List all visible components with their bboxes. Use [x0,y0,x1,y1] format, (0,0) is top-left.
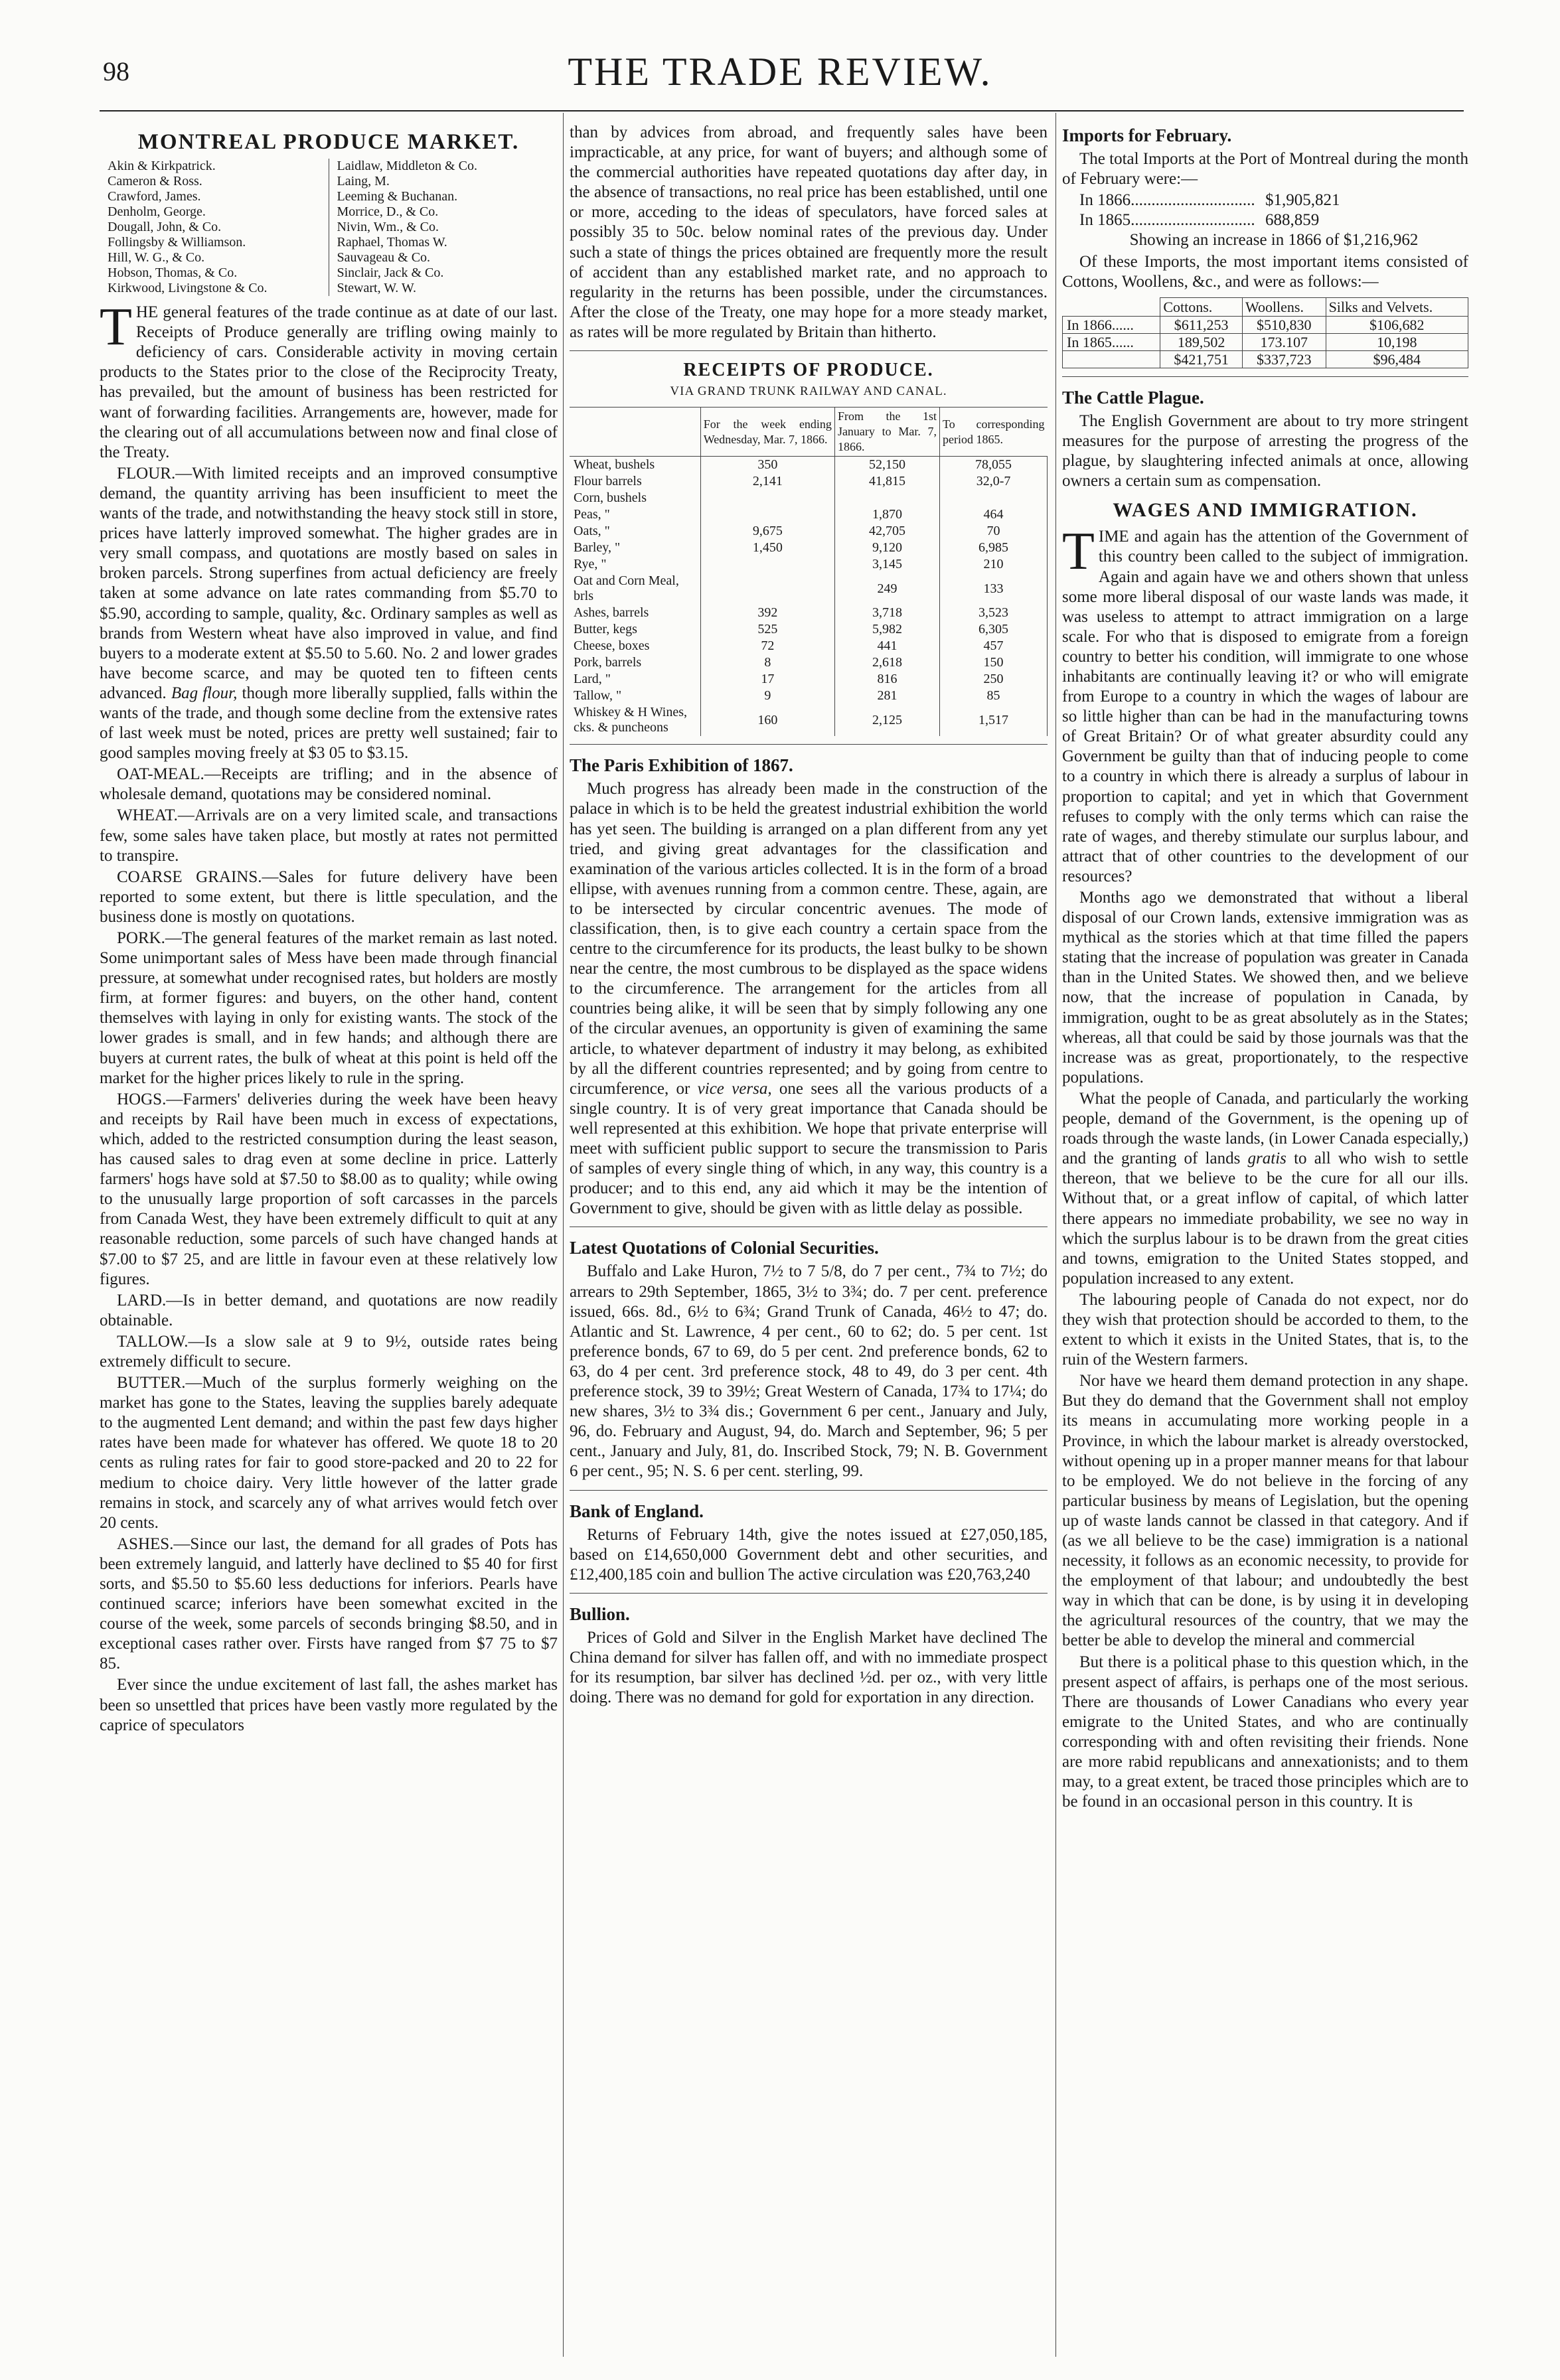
table-cell: 9 [700,688,834,704]
paragraph: Buffalo and Lake Huron, 7½ to 7 5/8, do 7 per cent., 7¾ to 7½; do arrears to 29th September, 1865, 3½ to 3¾; do. 7 per cent. preference issued, 66s. 8d., 6½ to 6¾; Grand Trunk of Canada, 46½ to 47; do. Atlantic and St. Lawrence, 4 per cent., 60 to 62; do. 5 per cent. 1st preference bonds, 67 to 69, do 5 per cent. 2nd preference bonds, 62 to 63, do 4 per cent. 3rd preference stock, 48 to 49, do 3 per cent. 4th preference stock, 39 to 39½; Great Western of Canada, 17¾ to 17¼; do new shares, 3½ to 3¾ dis.; Government 6 per cent., January and July, 96, do. February and August, 94, do. March and September, 96; 5 per cent., January and July, 81, do. Inscribed Stock, 79; N. B. Government 6 per cent., 95; N. S. 6 per cent. sterling, 99. [570,1262,1048,1481]
table-cell: 3,523 [940,605,1048,621]
paragraph: Much progress has already been made in the construction of the palace in which is to be held the greatest industrial exhibition the world has yet seen. The building is arranged on a plan different from any yet tried, and giving great advantages for the classification and examination of the various articles collected. It is in the form of a broad ellipse, with avenues running from a common centre. These, again, are to be intersected by circular concentric avenues. The mode of classification, then, is to give each country a certain space from the centre to the circumference for its products, the least bulky to be shown near the centre, the most cumbrous to be displayed as the space widens to the circumference. The arrangement for the articles from all countries being alike, it will be seen that by simply following any one of the circular avenues, an opportunity is given of examining the same article, to whatever department of industry it may belong, as exhibited by all the different countries represented; and by going from centre to circumference, or vice versa, one sees all the various products of a single country. It is of very great importance that Canada should be well represented at this exhibition. We hope that private enterprise will meet with sufficient public support to secure the transmission to Paris of samples of every single thing of which, in any way, this country is a producer; and to this end, any aid which it may be the intention of Government to give, should be given with as little delay as possible. [570,780,1048,1218]
divider [570,1490,1048,1491]
imports-table [1062,297,1468,368]
firm-name: Kirkwood, Livingstone & Co. [108,281,268,296]
table-cell: 189,502 [1160,333,1243,350]
section-heading: Imports for February. [1062,125,1232,145]
table-cell: 6,305 [940,621,1048,638]
table-cell: Peas, " [570,506,700,523]
firm-name: Follingsby & Williamson. [108,235,246,250]
table-cell: Flour barrels [570,473,700,490]
table-header: Silks and Velvets. [1326,297,1468,316]
table-row [1063,333,1468,350]
section-heading: The Cattle Plague. [1062,387,1204,408]
table-cell: 133 [940,573,1048,605]
table-cell: 6,985 [940,540,1048,556]
paragraph: Showing an increase in 1866 of $1,216,962 [1129,231,1419,250]
firm-name: Sauvageau & Co. [337,250,431,265]
firm-name: Hill, W. G., & Co. [108,250,205,265]
table-cell [700,490,834,506]
column-3 [1062,123,1468,1813]
table-cell [834,490,939,506]
table-cell: $611,253 [1160,316,1243,333]
table-cell: 1,870 [834,506,939,523]
table-row [570,671,1048,688]
table-cell: 392 [700,605,834,621]
paragraph-tallow: TALLOW.—Is a slow sale at 9 to 9½, outside rates being extremely difficult to secure. [100,1332,558,1371]
table-cell: 72 [700,638,834,654]
table-cell: 85 [940,688,1048,704]
table-cell: 249 [834,573,939,605]
paragraph-pork: PORK.—The general features of the market remain as last noted. Some unimportant sales of Mess have been made through financial pressure, at somewhat under recognised rates, but holders are mostly firm, at former figures: and buyers, on the other hand, content themselves with laying in only for existing wants. The stock of the lower grades is small, and in few hands; and although there are buyers at current rates, the bulk of wheat at this point is held off the market for the higher prices likely to rule in the spring. [100,929,558,1087]
section-heading: The Paris Exhibition of 1867. [570,755,793,776]
divider [570,744,1048,745]
receipts-table [570,407,1048,736]
table-cell: $96,484 [1326,350,1468,368]
table-cell [700,573,834,605]
drop-cap: T [1062,522,1095,581]
firm-name: Laidlaw, Middleton & Co. [337,159,477,174]
table-cell: $337,723 [1242,350,1326,368]
paragraph: Nor have we heard them demand protection in any shape. But they do demand that the Government shall not employ its means in accumulating more working people in a Province, in which the labour market is already overstocked, without opening up in a proper manner means for that labour to be employed. We do not believe in the forcing of any particular business by means of Legislation, but the opening up of waste lands cannot be classed in that category. And if (as we all believe to be the case) immigration is a national necessity, it follows as an economic necessity, to provide for the employment of that labour; and undoubtedly the best way in which that can be done, is by using it in developing the agricultural resources of the country, that we may the better be able to develop the mineral and commercial [1062,1372,1468,1650]
table-row [570,556,1048,573]
table-row [570,704,1048,736]
table-cell: Tallow, " [570,688,700,704]
table-header: To corresponding period 1865. [940,408,1048,457]
table-cell: $106,682 [1326,316,1468,333]
column-divider [563,113,564,2357]
table-cell [940,490,1048,506]
table-cell: 10,198 [1326,333,1468,350]
table-cell: In 1865...... [1063,333,1160,350]
paragraph: TIME and again has the attention of the Government of this country been called to the subject of immigration. Again and again have we and others shown that unless some more liberal disposal of our waste lands was made, it was useless to attempt to attract immigration on a large scale. For who that is disposed to emigrate from a foreign country to better his condition, will immigrate to one whose inhabitants are continually leaving it? or who will emigrate from Europe to a country in which the wages of labour are so little higher than can be had in the manufacturing towns of Great Britain? Or of what greater absurdity could any Government be guilty than that of inducing people to come to a country in which there is already a surplus of labour in proportion to capital; and yet in which that Government refuses to comply with the only terms which can raise the rate of wages, and thereby stimulate our surplus labour, and attract that of other countries to the development of our resources? [1062,522,1468,885]
table-cell: Pork, barrels [570,654,700,671]
paragraph-oatmeal: OAT-MEAL.—Receipts are trifling; and in the absence of wholesale demand, quotations may be considered nominal. [100,765,558,804]
paragraph-butter: BUTTER.—Much of the surplus formerly weighing on the market has gone to the States, leaving the supplies barely adequate to the augmented Lent demand; and within the past few days higher rates have been made for whatever has offered. We quote 18 to 20 cents as ruling rates for fair to good store-packed and 20 to 22 for medium to choice dairy. Very little however of the latter grade remains in stock, and scarcely any of what arrives would fetch over 20 cents. [100,1374,558,1532]
table-cell: 281 [834,688,939,704]
table-row [570,490,1048,506]
column-1 [100,123,558,1737]
divider [570,350,1048,351]
table-cell: 52,150 [834,457,939,474]
table-cell: Lard, " [570,671,700,688]
table-row [1063,350,1468,368]
table-cell: Corn, bushels [570,490,700,506]
section-heading: WAGES AND IMMIGRATION. [1113,499,1418,522]
section-heading: Bullion. [570,1603,630,1624]
table-cell: 150 [940,654,1048,671]
imports-list: In 1866.............................. $1,905,821 In 1865.............................. 688,859 [1079,191,1340,230]
section-heading: RECEIPTS OF PRODUCE. [683,360,934,381]
firm-name: Stewart, W. W. [337,281,416,296]
table-cell: Ashes, barrels [570,605,700,621]
table-cell: 3,718 [834,605,939,621]
table-header: Cottons. [1160,297,1243,316]
firm-name: Morrice, D., & Co. [337,204,439,220]
table-cell: $421,751 [1160,350,1243,368]
table-row [570,457,1048,474]
firm-name: Raphael, Thomas W. [337,235,447,250]
table-row [570,621,1048,638]
table-cell: 9,120 [834,540,939,556]
table-cell: 2,141 [700,473,834,490]
firm-name: Nivin, Wm., & Co. [337,220,439,235]
table-cell: 78,055 [940,457,1048,474]
paragraph: Prices of Gold and Silver in the English Market have declined The China demand for silver has fallen off, and with no immediate prospect for its resumption, bar silver has declined ½d. per oz., with very little doing. There was no demand for gold for exportation in any direction. [570,1628,1048,1707]
table-cell: 2,125 [834,704,939,736]
table-cell: 210 [940,556,1048,573]
table-cell: 17 [700,671,834,688]
table-cell: 173.107 [1242,333,1326,350]
table-cell: 41,815 [834,473,939,490]
paragraph: Ever since the undue excitement of last fall, the ashes market has been so unsettled that prices have been vastly more regulated by the caprice of speculators [100,1676,558,1734]
drop-cap: T [100,298,132,357]
paragraph: Returns of February 14th, give the notes issued at £27,050,185, based on £14,650,000 Government debt and other securities, and £12,400,185 coin and bullion The active circulation was £20,763,240 [570,1525,1048,1584]
paragraph-flour: FLOUR.—With limited receipts and an improved consumptive demand, the quantity arriving has been insufficient to meet the wants of the trade, and notwithstanding the heavy stock still in store, prices have latterly improved somewhat. The higher grades are in very small compass, and quotations are mostly based on sales in broken parcels. Strong superfines from actual deficiency are freely taken at some advance on late rates commanding from $5.70 to $5.90, according to sample, quality, &c. Ordinary samples as well as brands from Western wheat have also improved in value, and find buyers to a moderate extent at $5.50 to 5.60. No. 2 and lower grades have become scarce, and may be quoted ten to fifteen cents advanced. Bag flour, though more liberally supplied, falls within the wants of the trade, and though some decline from the extensive rates of last week must be noted, prices are pretty well sustained; fair to good samples moving freely at $3 05 to $3.15. [100,464,558,763]
table-row [570,506,1048,523]
paragraph: The labouring people of Canada do not expect, nor do they wish that protection should be accorded to them, to the extent to which it exists in the United States, that is, to the ruin of the Western farmers. [1062,1290,1468,1369]
table-cell [700,506,834,523]
table-cell: 32,0-7 [940,473,1048,490]
table-cell: 457 [940,638,1048,654]
firm-name: Denholm, George. [108,204,206,220]
top-rule [100,110,1464,112]
firm-name: Leeming & Buchanan. [337,189,458,204]
firm-list-right [329,159,558,296]
firm-name: Crawford, James. [108,189,201,204]
table-cell [1063,350,1160,368]
table-cell: 441 [834,638,939,654]
section-heading: Latest Quotations of Colonial Securities. [570,1238,879,1258]
table-cell: 160 [700,704,834,736]
table-header: From the 1st January to Mar. 7, 1866. [834,408,939,457]
table-cell: Barley, " [570,540,700,556]
firm-list [100,159,558,296]
column-divider [1055,113,1056,2357]
table-cell: 464 [940,506,1048,523]
table-cell: Butter, kegs [570,621,700,638]
paragraph-ashes: ASHES.—Since our last, the demand for all grades of Pots has been extremely languid, and latterly have declined to $5 40 for first sorts, and $5.50 to $5.60 less deductions for inferiors. Pearls have continued scarce; inferiors have been somewhat excited in the course of the week, some parcels of seconds bringing $8.50, and in exceptional cases rather over. Firsts have ranged from $7 75 to $7 85. [100,1534,558,1673]
table-cell: In 1866...... [1063,316,1160,333]
paragraph-hogs: HOGS.—Farmers' deliveries during the week have been heavy and receipts by Rail have been much in excess of expectations, which, added to the restricted consumption during the least season, has caused sales to drag even at some decline in price. Latterly farmers' hogs have sold at $7.50 to $8.00 as to quality; while owing to the unusually large proportion of soft carcasses in the parcels from Canada West, they have been extremely difficult to quit at any reasonable reduction, some parcels of such have changed hands at $7.00 to $7 25, and are little in favour even at these relatively low figures. [100,1090,558,1288]
firm-name: Hobson, Thomas, & Co. [108,265,238,281]
paragraph: THE general features of the trade continue as at date of our last. Receipts of Produce generally are trifling owing mainly to deficiency of cars. Considerable activity in moving certain products to the States prior to the close of the Reciprocity Treaty, has prevailed, but the amount of business has been restricted for want of forwarding facilities. Arrangements are, however, made for the clearing out of all accumulations between now and final close of the Treaty. [100,298,558,461]
table-header [570,408,700,457]
table-cell: 8 [700,654,834,671]
table-header: Woollens. [1242,297,1326,316]
table-cell: 9,675 [700,523,834,540]
table-cell: 2,618 [834,654,939,671]
table-row [570,523,1048,540]
table-cell: 816 [834,671,939,688]
table-cell: Rye, " [570,556,700,573]
column-2 [570,123,1048,1709]
firm-name: Cameron & Ross. [108,174,202,189]
paragraph: than by advices from abroad, and frequently sales have been impracticable, at any price, for want of buyers; and although some of the commercial authorities have repeated quotations day after day, in the absence of transactions, no real price has been established, until one or more, acceding to the ideas of speculators, have forced sales at possibly 35 to 50c. below nominal rates of the previous day. Under such a state of things the prices obtained are frequently more the result of accident than any established market rate, and no approach to regularity in the returns has been possible, under the circumstances. After the close of the Treaty, one may hope for a more steady market, as rates will be more regulated by Britain than hitherto. [570,123,1048,341]
firm-name: Dougall, John, & Co. [108,220,222,235]
table-cell: Oat and Corn Meal, brls [570,573,700,605]
table-header [1063,297,1160,316]
table-cell: 3,145 [834,556,939,573]
paragraph: Of these Imports, the most important items consisted of Cottons, Woollens, &c., and were as follows:— [1062,252,1468,291]
table-header: For the week ending Wednesday, Mar. 7, 1866. [700,408,834,457]
table-cell: 525 [700,621,834,638]
firm-name: Sinclair, Jack & Co. [337,265,444,281]
table-cell: 250 [940,671,1048,688]
divider [570,1593,1048,1594]
paragraph-coarse-grains: COARSE GRAINS.—Sales for future delivery have been reported to some extent, but there is little speculation, and the business done is mostly on quotations. [100,867,558,926]
section-heading: MONTREAL PRODUCE MARKET. [137,130,520,154]
table-cell: 350 [700,457,834,474]
table-cell: $510,830 [1242,316,1326,333]
table-cell: Wheat, bushels [570,457,700,474]
table-cell: 42,705 [834,523,939,540]
section-subheading: VIA GRAND TRUNK RAILWAY AND CANAL. [670,384,947,399]
table-cell: 1,517 [940,704,1048,736]
paragraph-lard: LARD.—Is in better demand, and quotations are now readily obtainable. [100,1291,558,1329]
table-row [570,688,1048,704]
table-row [570,605,1048,621]
section-heading: Bank of England. [570,1501,704,1521]
firm-list-left [100,159,329,296]
divider [1062,376,1468,377]
table-row [570,573,1048,605]
firm-name: Laing, M. [337,174,390,189]
paragraph: What the people of Canada, and particularly the working people, demand of the Government, is the opening up of roads through the waste lands, (in Lower Canada especially,) and the granting of lands gratis to all who wish to settle thereon, that we believe to be the cure for all our ills. Without that, or a great inflow of capital, of which latter there appears no immediate probability, we see no way in which the surplus labour is to be drawn from the great cities and towns, emigration to the United States stopped, and population increased to any extent. [1062,1089,1469,1288]
table-row [570,540,1048,556]
table-row [570,638,1048,654]
table-cell: Cheese, boxes [570,638,700,654]
table-cell: Oats, " [570,523,700,540]
paragraph: Months ago we demonstrated that without a liberal disposal of our Crown lands, extensive immigration was as mythical as the stories which at that time filled the papers stating that the increase of population was greater in Canada than in the United States. We showed then, and we believe now, that the increase of population in Canada, by immigration, ought to be as great absolutely as in the States; whereas, all that could be said by those journals was that the increase was as great, proportionately, to the respective populations. [1062,889,1468,1086]
table-cell [700,556,834,573]
table-cell: 5,982 [834,621,939,638]
table-row [570,473,1048,490]
paragraph-wheat: WHEAT.—Arrivals are on a very limited scale, and transactions few, some sales have taken place, but mostly at rates not permitted to transpire. [100,806,558,865]
paragraph: The English Government are about to try more stringent measures for the purpose of arresting the progress of the plague, by slaughtering infected animals at once, allowing owners a certain sum as compensation. [1062,411,1468,490]
masthead: THE TRADE REVIEW. [568,50,992,94]
table-row [570,654,1048,671]
table-cell: 70 [940,523,1048,540]
paragraph: The total Imports at the Port of Montreal during the month of February were:— [1062,150,1468,188]
paragraph: But there is a political phase to this question which, in the present aspect of affairs, is perhaps one of the most serious. There are thousands of Lower Canadians who every year emigrate to the United States, and who are continually corresponding with and often revisiting their friends. None are more rabid republicans and annexationists; and to them may, to a great extent, be traced those principles which are to be found in an occasional person in this country. It is [1062,1653,1468,1811]
table-cell: Whiskey & H Wines, cks. & puncheons [570,704,700,736]
firm-name: Akin & Kirkpatrick. [108,159,216,174]
table-cell: 1,450 [700,540,834,556]
table-row [1063,316,1468,333]
page-number: 98 [103,56,129,86]
